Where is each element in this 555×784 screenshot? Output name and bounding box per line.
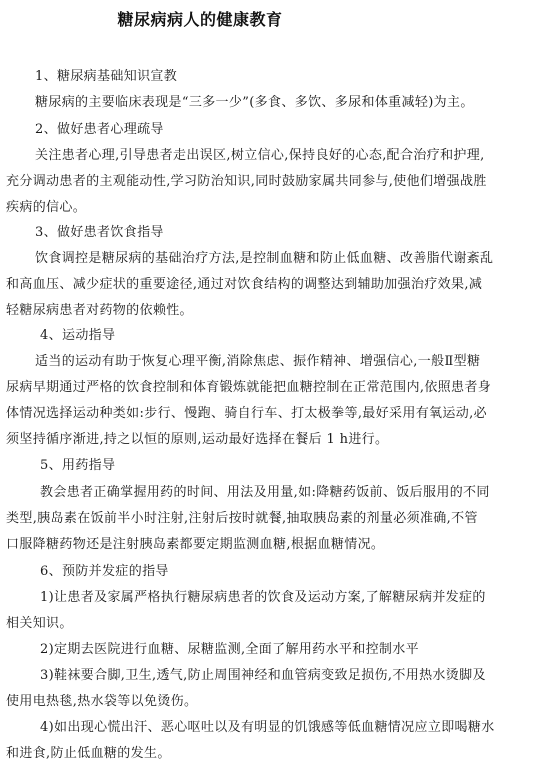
section-5-heading: 5、用药指导 — [40, 458, 116, 473]
section-2-paragraph-line: 充分调动患者的主观能动性,学习防治知识,同时鼓励家属共同参与,使他们增强战胜 — [6, 174, 487, 189]
section-5-paragraph-line: 口服降糖药物还是注射胰岛素都要定期监测血糖,根据血糖情况。 — [6, 537, 385, 552]
section-3-heading: 3、做好患者饮食指导 — [35, 225, 164, 240]
section-3-paragraph-line: 轻糖尿病患者对药物的依赖性。 — [6, 303, 193, 318]
section-1-heading: 1、糖尿病基础知识宣教 — [35, 69, 178, 84]
section-6-item-line: 3)鞋袜要合脚,卫生,透气,防止周围神经和血管病变致足损伤,不用热水烫脚及 — [40, 668, 486, 683]
section-6-heading: 6、预防并发症的指导 — [40, 564, 169, 579]
section-4-paragraph-line: 须坚持循序渐进,持之以恒的原则,运动最好选择在餐后 1 h进行。 — [6, 432, 389, 447]
section-2-paragraph-line: 关注患者心理,引导患者走出误区,树立信心,保持良好的心态,配合治疗和护理, — [35, 148, 485, 163]
section-6-item-line: 4)如出现心慌出汗、恶心呕吐以及有明显的饥饿感等低血糖情况应立即喝糖水 — [40, 720, 495, 735]
section-6-item-line: 相关知识。 — [6, 616, 73, 631]
section-6-item-line: 1)让患者及家属严格执行糖尿病患者的饮食及运动方案,了解糖尿病并发症的 — [40, 590, 486, 605]
section-6-item-line: 2)定期去医院进行血糖、尿糖监测,全面了解用药水平和控制水平 — [40, 642, 419, 657]
section-3-paragraph-line: 饮食调控是糖尿病的基础治疗方法,是控制血糖和防止低血糖、改善脂代谢紊乱 — [35, 251, 494, 266]
section-4-paragraph-line: 尿病早期通过严格的饮食控制和体育锻炼就能把血糖控制在正常范围内,依照患者身 — [6, 380, 492, 395]
document-title: 糖尿病病人的健康教育 — [117, 10, 283, 29]
section-6-item-line: 和进食,防止低血糖的发生。 — [6, 746, 171, 761]
section-2-heading: 2、做好患者心理疏导 — [35, 122, 164, 137]
section-6-item-line: 使用电热毯,热水袋等以免烫伤。 — [6, 694, 198, 709]
section-4-heading: 4、运动指导 — [40, 328, 116, 343]
section-4-paragraph-line: 体情况选择运动种类如:步行、慢跑、骑自行车、打太极拳等,最好采用有氧运动,必 — [6, 406, 487, 421]
section-5-paragraph-line: 类型,胰岛素在饭前半小时注射,注射后按时就餐,抽取胰岛素的剂量必须准确,不管 — [6, 511, 478, 526]
section-3-paragraph-line: 和高血压、减少症状的重要途径,通过对饮食结构的调整达到辅助加强治疗效果,减 — [6, 277, 483, 292]
section-5-paragraph-line: 教会患者正确掌握用药的时间、用法及用量,如:降糖药饭前、饭后服用的不同 — [40, 485, 490, 500]
section-4-paragraph-line: 适当的运动有助于恢复心理平衡,消除焦虑、振作精神、增强信心,一般Ⅱ型糖 — [35, 354, 481, 369]
section-2-paragraph-line: 疾病的信心。 — [6, 200, 87, 215]
section-1-paragraph-line: 糖尿病的主要临床表现是“三多一少”(多食、多饮、多尿和体重减轻)为主。 — [35, 95, 474, 110]
